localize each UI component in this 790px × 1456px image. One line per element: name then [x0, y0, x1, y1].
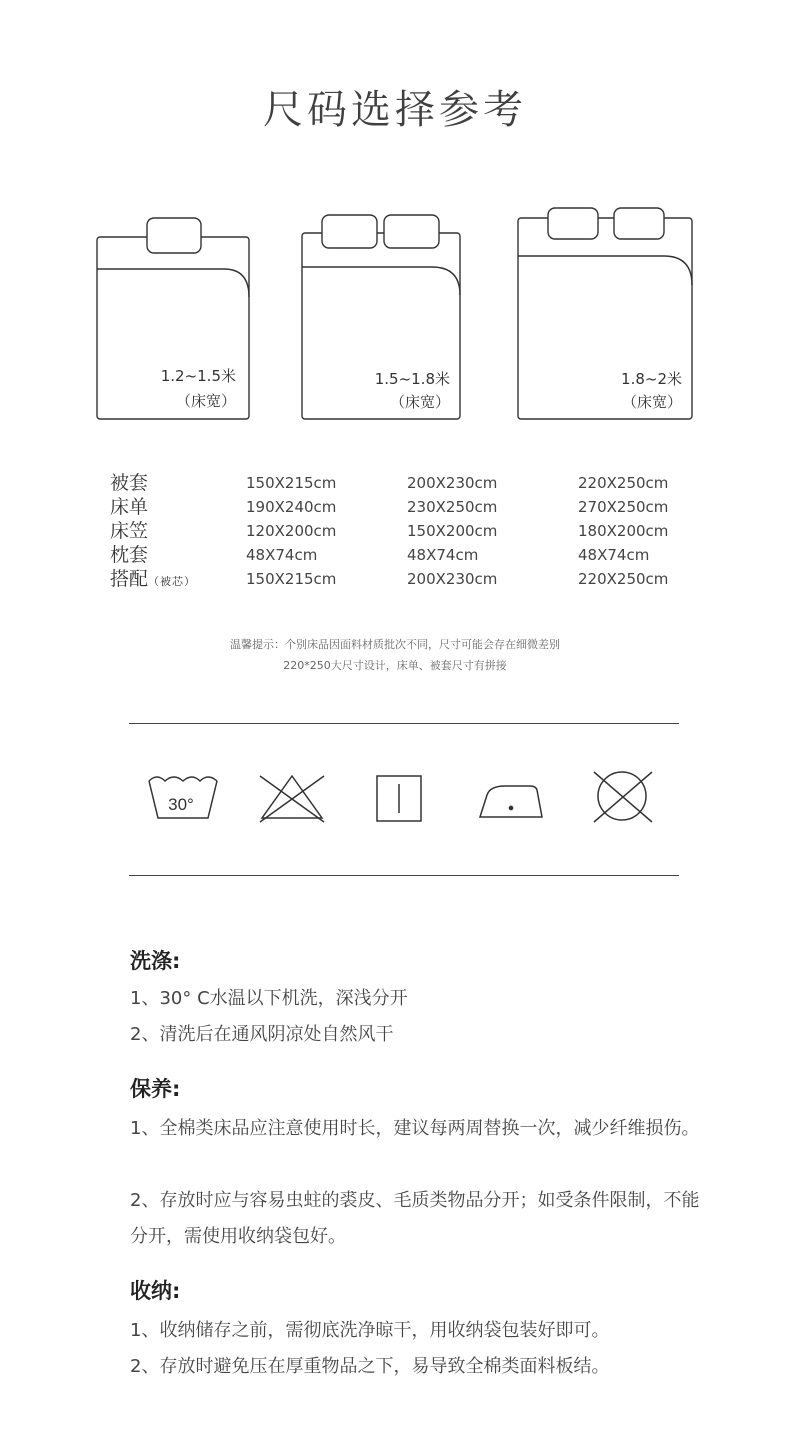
size-value: 120X200cm [246, 522, 337, 540]
size-row-name: 被套 [110, 472, 149, 494]
pillow-icon [147, 218, 201, 253]
bed-3-unit-label: （床宽） [621, 393, 682, 411]
size-row-name: 枕套 [110, 544, 149, 566]
size-row-name: 床单 [110, 496, 149, 518]
size-row [0, 495, 790, 519]
bed-2-unit-label: （床宽） [389, 393, 450, 411]
storage-item: 1、收纳储存之前，需彻底洗净晾干，用收纳袋包装好即可。 [130, 1320, 610, 1341]
size-value: 220X250cm [578, 570, 669, 588]
wash-temperature-text: 30° [168, 795, 194, 814]
bed-2-width-label: 1.5~1.8米 [374, 370, 450, 388]
washing-item: 2、清洗后在通风阴凉处自然风干 [130, 1024, 394, 1045]
size-value: 48X74cm [407, 546, 479, 564]
size-row [0, 519, 790, 543]
pillow-icon [614, 208, 664, 239]
size-value: 200X230cm [407, 570, 498, 588]
storage-item: 2、存放时避免压在厚重物品之下，易导致全棉类面料板结。 [130, 1356, 610, 1377]
size-value: 48X74cm [578, 546, 650, 564]
size-value: 180X200cm [578, 522, 669, 540]
maintenance-heading: 保养: [130, 1077, 181, 1101]
page-title: 尺码选择参考 [263, 87, 527, 133]
size-value: 220X250cm [578, 474, 669, 492]
bed-1-unit-label: （床宽） [175, 392, 236, 410]
washing-heading: 洗涤: [130, 949, 181, 973]
size-value: 150X215cm [246, 474, 337, 492]
storage-heading: 收纳: [130, 1279, 181, 1303]
size-value: 150X215cm [246, 570, 337, 588]
pillow-icon [384, 215, 439, 248]
size-row [0, 567, 790, 591]
no-bleach-icon [260, 776, 324, 822]
iron-low-icon [480, 786, 542, 817]
size-row-name: 搭配（被芯） [110, 568, 197, 590]
divider-top [129, 723, 679, 724]
size-row [0, 471, 790, 495]
washing-item: 1、30° C水温以下机洗，深浅分开 [130, 988, 408, 1009]
bed-1-width-label: 1.2~1.5米 [160, 367, 236, 385]
size-value: 230X250cm [407, 498, 498, 516]
divider-bottom [129, 875, 679, 876]
size-value: 48X74cm [246, 546, 318, 564]
size-row [0, 543, 790, 567]
bed-diagram-1 [97, 218, 249, 419]
maintenance-item: 1、全棉类床品应注意使用时长，建议每两周替换一次，减少纤维损伤。 [130, 1118, 700, 1139]
maintenance-item: 2、存放时应与容易虫蛀的裘皮、毛质类物品分开；如受条件限制，不能分开，需使用收纳袋包好。 [130, 1190, 700, 1247]
size-row-name: 床笠 [110, 520, 149, 542]
size-value: 270X250cm [578, 498, 669, 516]
pillow-icon [548, 208, 598, 239]
size-value: 150X200cm [407, 522, 498, 540]
size-note-1: 温馨提示：个别床品因面料材质批次不同，尺寸可能会存在细微差别 [230, 638, 560, 651]
line-dry-icon [377, 776, 421, 821]
bed-3-width-label: 1.8~2米 [621, 370, 682, 388]
care-symbols [0, 760, 790, 840]
size-value: 190X240cm [246, 498, 337, 516]
size-value: 200X230cm [407, 474, 498, 492]
no-tumble-dry-icon [594, 772, 652, 822]
size-note-2: 220*250大尺寸设计，床单、被套尺寸有拼接 [283, 659, 507, 672]
pillow-icon [322, 215, 377, 248]
